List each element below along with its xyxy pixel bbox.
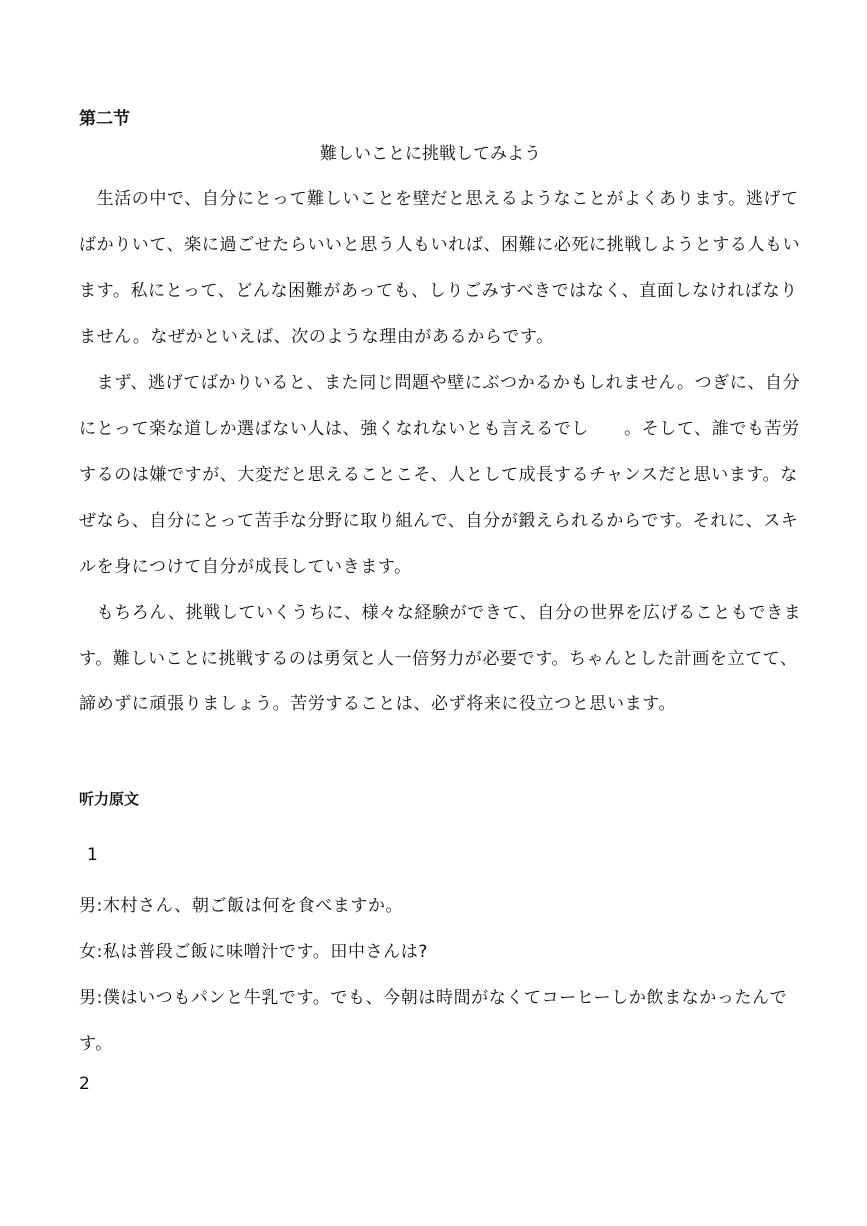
essay-line: ます。私にとって、どんな困難があっても、しりごみすべきではなく、直面しなければなり [79, 281, 798, 301]
essay-line: ルを身につけて自分が成長していきます。 [79, 557, 412, 577]
dialogue-line: 男:木村さん、朝ご飯は何を食べますか。 [79, 896, 404, 916]
essay-line: 生活の中で、自分にとって難しいことを壁だと思えるようなことがよくあります。逃げて [79, 189, 799, 209]
section-label: 第二节 [79, 109, 130, 129]
essay-line: ばかりいて、楽に過ごせたらいいと思う人もいれば、困難に必死に挑戦しようとする人もい [79, 235, 801, 255]
listening-label: 听力原文 [79, 790, 140, 808]
dialogue-line: 女:私は普段ご飯に味噌汁です。田中さんは? [79, 942, 428, 962]
essay-line: するのは嫌ですが、大変だと思えることこそ、人として成長するチャンスだと思います。な [79, 465, 798, 485]
essay-line: ません。なぜかといえば、次のような理由があるからです。 [79, 327, 554, 347]
dialogue-line: す。 [79, 1034, 113, 1054]
essay-line: ぜなら、自分にとって苦手な分野に取り組んで、自分が鍛えられるからです。それに、スキ [79, 511, 799, 531]
dialogue-line: 男:僕はいつもパンと牛乳です。でも、今朝は時間がなくてコーヒーしか飲まなかったんで [79, 988, 788, 1008]
essay-line: もちろん、挑戦していくうちに、様々な経験ができて、自分の世界を広げることもできま [79, 603, 802, 623]
essay-line: す。難しいことに挑戦するのは勇気と人一倍努力が必要です。ちゃんとした計画を立てて、 [79, 649, 798, 669]
dialogue-number: 1 [87, 845, 98, 865]
dialogue-number: 2 [79, 1074, 90, 1094]
essay-title: 難しいことに挑戦してみよう [320, 144, 541, 164]
essay-line: まず、逃げてばかりいると、また同じ問題や壁にぶつかるかもしれません。つぎに、自分 [79, 373, 801, 393]
essay-line: にとって楽な道しか選ばない人は、強くなれないとも言えるでし 。そして、誰でも苦労 [79, 419, 800, 439]
essay-line: 諦めずに頑張りましょう。苦労することは、必ず将来に役立つと思います。 [79, 694, 677, 714]
